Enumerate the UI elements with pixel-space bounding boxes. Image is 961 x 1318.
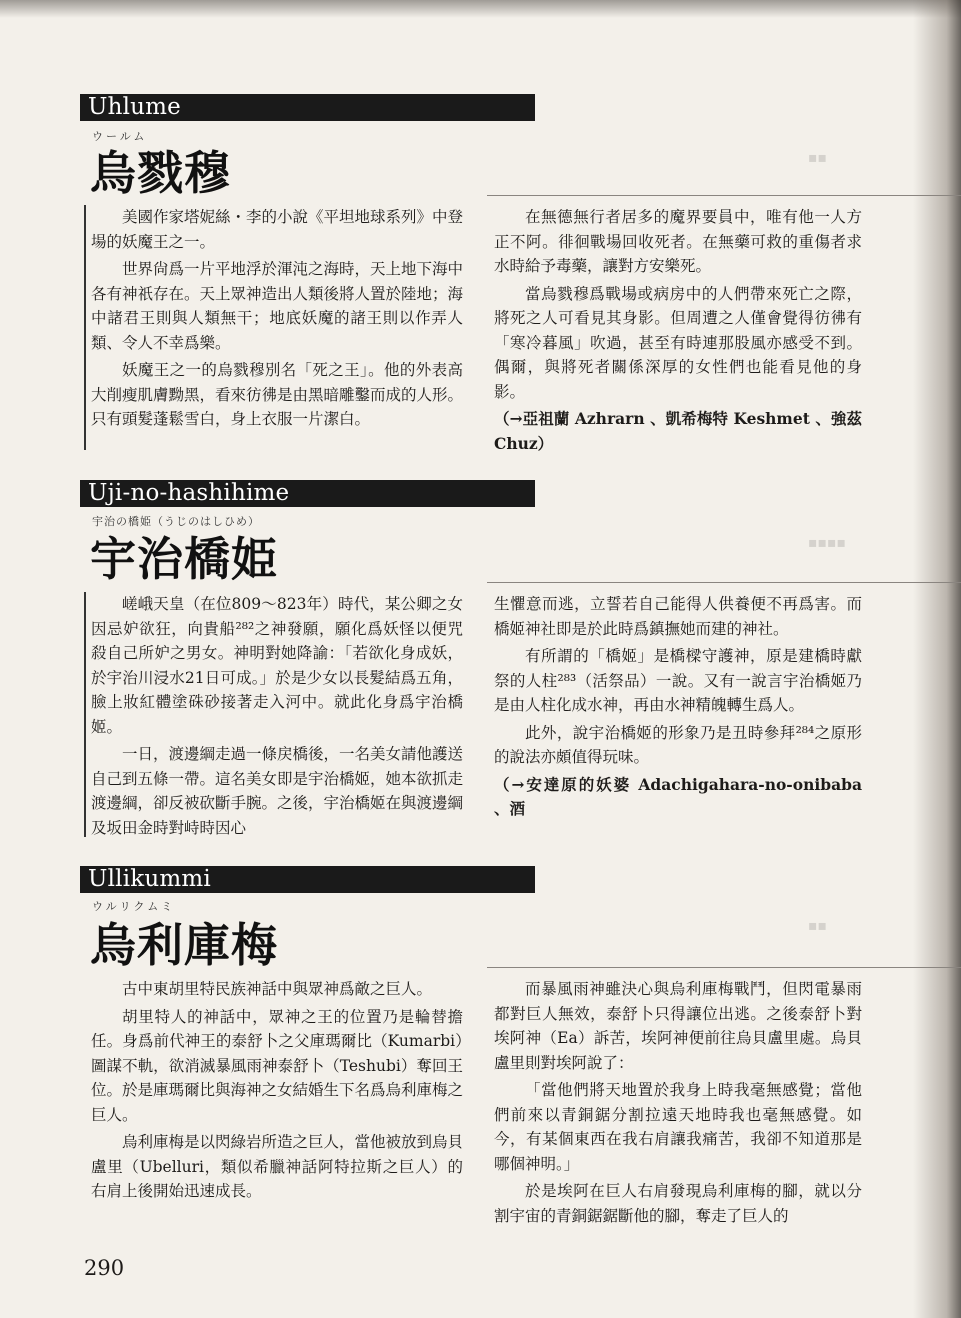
paragraph: 於是埃阿在巨人右肩發現烏利庫梅的腳，就以分割宇宙的青銅鋸鋸斷他的腳，奪走了巨人的 — [494, 1182, 862, 1225]
entry-left-column — [91, 977, 463, 1207]
entry-reading: ウールム — [92, 130, 148, 143]
cross-reference: （→安達原的妖婆 Adachigahara-no-onibaba 、酒 — [494, 774, 862, 818]
entry-heading-bar: Ullikummi — [80, 866, 535, 893]
paragraph: 在無德無行者居多的魔界要員中，唯有他一人方正不阿。徘徊戰場回收死者。在無藥可救的重傷者求水時給予毒藥，讓對方安樂死。 — [494, 208, 862, 275]
entry-left-column — [91, 592, 463, 843]
page-gutter-shadow — [913, 0, 961, 1318]
section-rule — [487, 582, 961, 583]
paragraph: 古中東胡里特民族神話中與眾神爲敵之巨人。 — [122, 980, 433, 998]
bleed-through-mark: ▪▪▪▪ — [808, 535, 846, 551]
cross-reference: （→亞祖蘭 Azhrarn 、凱希梅特 Keshmet 、強茲 Chuz） — [494, 409, 862, 453]
paragraph: 「當他們將天地置於我身上時我毫無感覺；當他們前來以青銅鋸分割拉遠天地時我也毫無感覺。如今，有某個東西在我右肩讓我痛苦，我卻不知道那是哪個神明。」 — [494, 1081, 862, 1173]
paragraph: 此外，說宇治橋姬的形象乃是丑時參拜²⁸⁴之原形的說法亦頗值得玩味。 — [494, 723, 862, 766]
entry-left-column — [91, 205, 463, 435]
paragraph: 嵯峨天皇（在位809～823年）時代，某公卿之女因忌妒欲狂，向貴船²⁸²之神發願，願化爲妖怪以便咒殺自己所妒之男女。神明對她降諭：「若欲化身成妖，於宇治川浸水21日可成。」於是少女以長髮結爲五角，臉上妝紅體塗硃砂接著走入河中。就此化身爲宇治橋姬。 — [91, 595, 463, 736]
entry-right-column — [494, 977, 862, 1231]
entry-title: 宇治橋姫 — [90, 532, 278, 586]
paragraph: 妖魔王之一的烏戮穆別名「死之王」。他的外表高大削瘦肌膚黝黑，看來彷彿是由黑暗雕鑿而成的人形。只有頭髮蓬鬆雪白，身上衣服一片潔白。 — [91, 361, 464, 428]
section-rule — [487, 195, 961, 196]
entry-reading: ウルリクムミ — [92, 900, 176, 913]
paragraph: 當烏戮穆爲戰場或病房中的人們帶來死亡之際，將死之人可看見其身影。但周遭之人僅會覺得彷彿有「寒冷暮風」吹過，甚至有時連那股風亦感受不到。偶爾，與將死者關係深厚的女性們也能看見他的身影。 — [494, 284, 862, 401]
paragraph: 美國作家塔妮絲・李的小說《平坦地球系列》中登場的妖魔王之一。 — [91, 208, 464, 251]
page-top-shadow — [0, 0, 961, 18]
bleed-through-mark: ▪▪ — [808, 918, 827, 934]
column-rule — [84, 205, 86, 450]
paragraph: 世界尙爲一片平地浮於渾沌之海時，天上地下海中各有神祇存在。天上眾神造出人類後將人置於陸地；海中諸君王則與人類無干；地底妖魔的諸王則以作弄人類、令人不幸爲樂。 — [91, 260, 464, 352]
entry-reading: 宇治の橋姫（うじのはしひめ） — [92, 515, 260, 528]
paragraph: 胡里特人的神話中，眾神之王的位置乃是輪替擔任。身爲前代神王的泰舒卜之父庫瑪爾比（Kumarbi）圖謀不軌，欲消滅暴風雨神泰舒卜（Teshubi）奪回王位。於是庫瑪爾比與海神之女結婚生下名爲烏利庫梅之巨人。 — [91, 1007, 464, 1124]
entry-right-column — [494, 592, 862, 825]
entry-title: 烏利庫梅 — [90, 918, 278, 972]
column-rule — [84, 592, 86, 837]
entry-title: 烏戮穆 — [90, 146, 231, 200]
paragraph: 一日，渡邊綱走過一條戻橋後，一名美女請他護送自己到五條一帶。這名美女即是宇治橋姬，她本欲抓走渡邊綱，卻反被砍斷手腕。之後，宇治橋姬在與渡邊綱及坂田金時對峙時因心 — [91, 745, 464, 837]
entry-heading-bar: Uhlume — [80, 94, 535, 121]
bleed-through-mark: ▪▪ — [808, 150, 827, 166]
section-rule — [487, 967, 961, 968]
paragraph: 而暴風雨神雖決心與烏利庫梅戰鬥，但閃電暴雨都對巨人無效，泰舒卜只得讓位出逃。之後泰舒卜對埃阿神（Ea）訴苦，埃阿神便前往烏貝盧里處。烏貝盧里則對埃阿說了： — [494, 980, 862, 1072]
paragraph: 生懼意而逃，立誓若自己能得人供養便不再爲害。而橋姬神社即是於此時爲鎮撫她而建的神社。 — [494, 595, 862, 638]
page-number: 290 — [84, 1256, 125, 1280]
entry-heading-bar: Uji-no-hashihime — [80, 480, 535, 507]
paragraph: 烏利庫梅是以閃綠岩所造之巨人，當他被放到烏貝盧里（Ubelluri，類似希臘神話阿特拉斯之巨人）的右肩上後開始迅速成長。 — [91, 1133, 464, 1200]
entry-right-column — [494, 205, 862, 459]
paragraph: 有所謂的「橋姬」是橋樑守護神，原是建橋時獻祭的人柱²⁸³（活祭品）一說。又有一說言宇治橋姬乃是由人柱化成水神，再由水神精魄轉生爲人。 — [494, 647, 862, 714]
